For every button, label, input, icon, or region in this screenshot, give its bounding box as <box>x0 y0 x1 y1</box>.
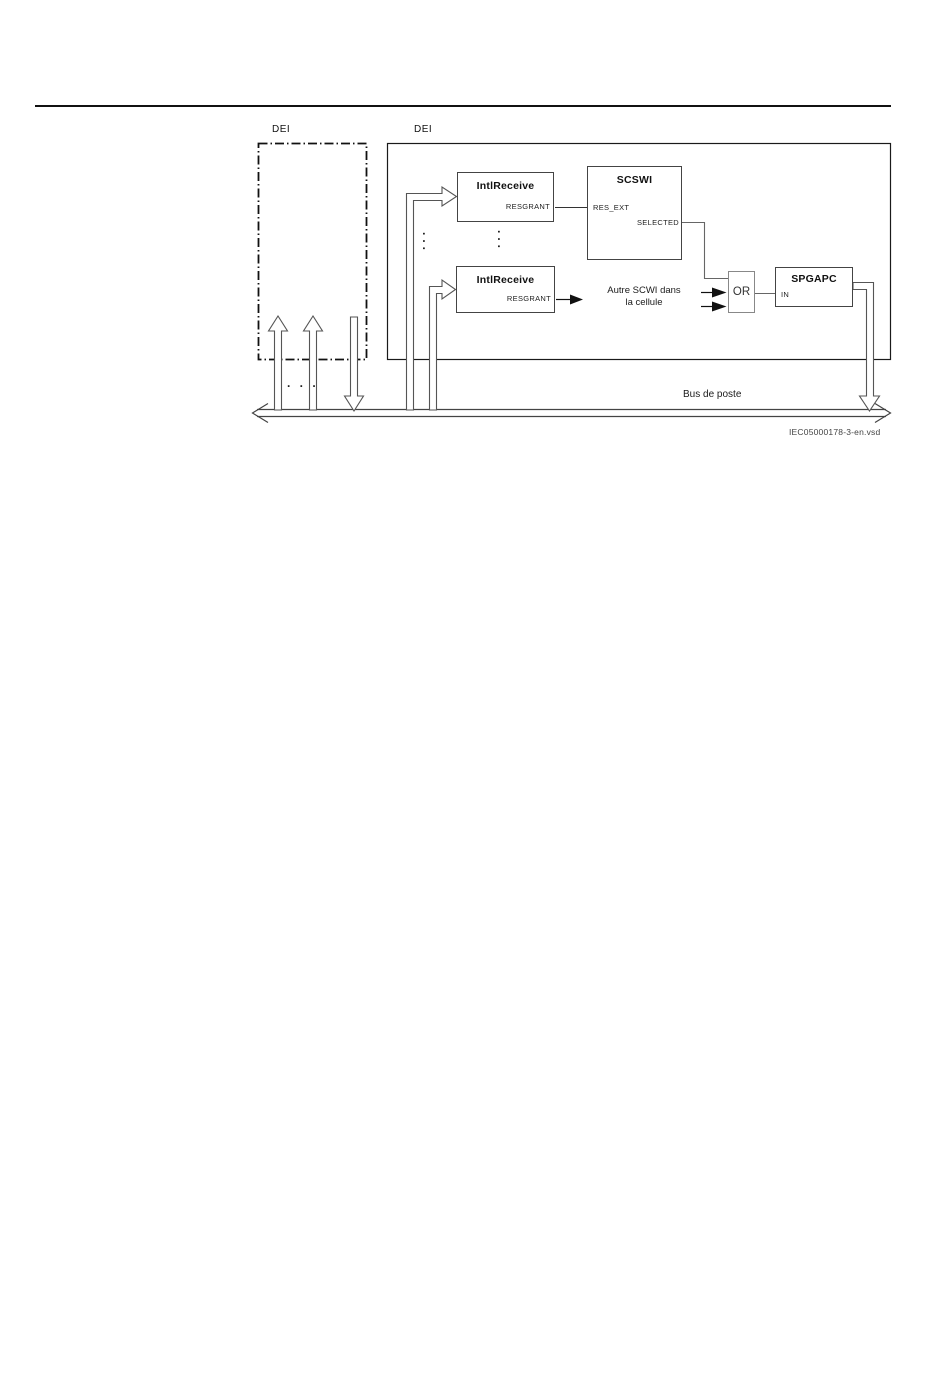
connector-selected-to-or <box>682 223 728 279</box>
ellipsis-horizontal: . . . <box>287 376 319 390</box>
block-intlreceive-2-title: IntlReceive <box>476 274 535 286</box>
block-scswi <box>587 166 682 260</box>
block-intlreceive-2 <box>456 266 555 313</box>
bus-right-arrowhead-icon <box>875 404 891 423</box>
other-scswi-annotation <box>588 285 700 309</box>
bus-up-arrow-2-icon <box>304 316 323 410</box>
spgapc-to-bus-arrow-icon <box>853 283 880 412</box>
block-spgapc-title: SPGAPC <box>791 273 837 285</box>
port-resgrant-1: RESGRANT <box>505 202 550 211</box>
right-ied-label: DEI <box>414 124 433 135</box>
bus-down-arrow-icon <box>345 317 364 411</box>
or-input-arrow-2-icon <box>701 302 727 312</box>
other-scswi-line1: Autre SCWI dans <box>607 285 681 296</box>
bus-left-arrowhead-icon <box>253 404 269 423</box>
station-bus <box>253 404 891 423</box>
other-scswi-line2: la cellule <box>625 297 663 308</box>
block-spgapc <box>775 267 853 307</box>
port-resgrant-2: RESGRANT <box>506 294 551 303</box>
ellipsis-vertical-2: ... <box>495 230 509 253</box>
block-scswi-title: SCSWI <box>616 174 653 186</box>
ellipsis-vertical-1: ... <box>420 232 434 255</box>
bus-to-intlreceive2-arrow-icon <box>430 280 456 410</box>
port-in: IN <box>781 290 790 299</box>
block-or-gate <box>728 271 755 313</box>
or-input-arrow-1-icon <box>701 288 727 298</box>
port-res-ext: RES_EXT <box>593 203 630 212</box>
block-intlreceive-1-title: IntlReceive <box>476 180 535 192</box>
or-gate-label: OR <box>732 286 751 298</box>
bus-up-arrow-1-icon <box>269 316 288 410</box>
port-selected: SELECTED <box>637 218 679 227</box>
resgrant2-arrow-icon <box>556 295 583 305</box>
block-intlreceive-1 <box>457 172 554 222</box>
bus-label: Bus de poste <box>683 389 742 400</box>
diagram-caption: IEC05000178-3-en.vsd <box>789 427 881 437</box>
left-ied-label: DEI <box>272 124 291 135</box>
